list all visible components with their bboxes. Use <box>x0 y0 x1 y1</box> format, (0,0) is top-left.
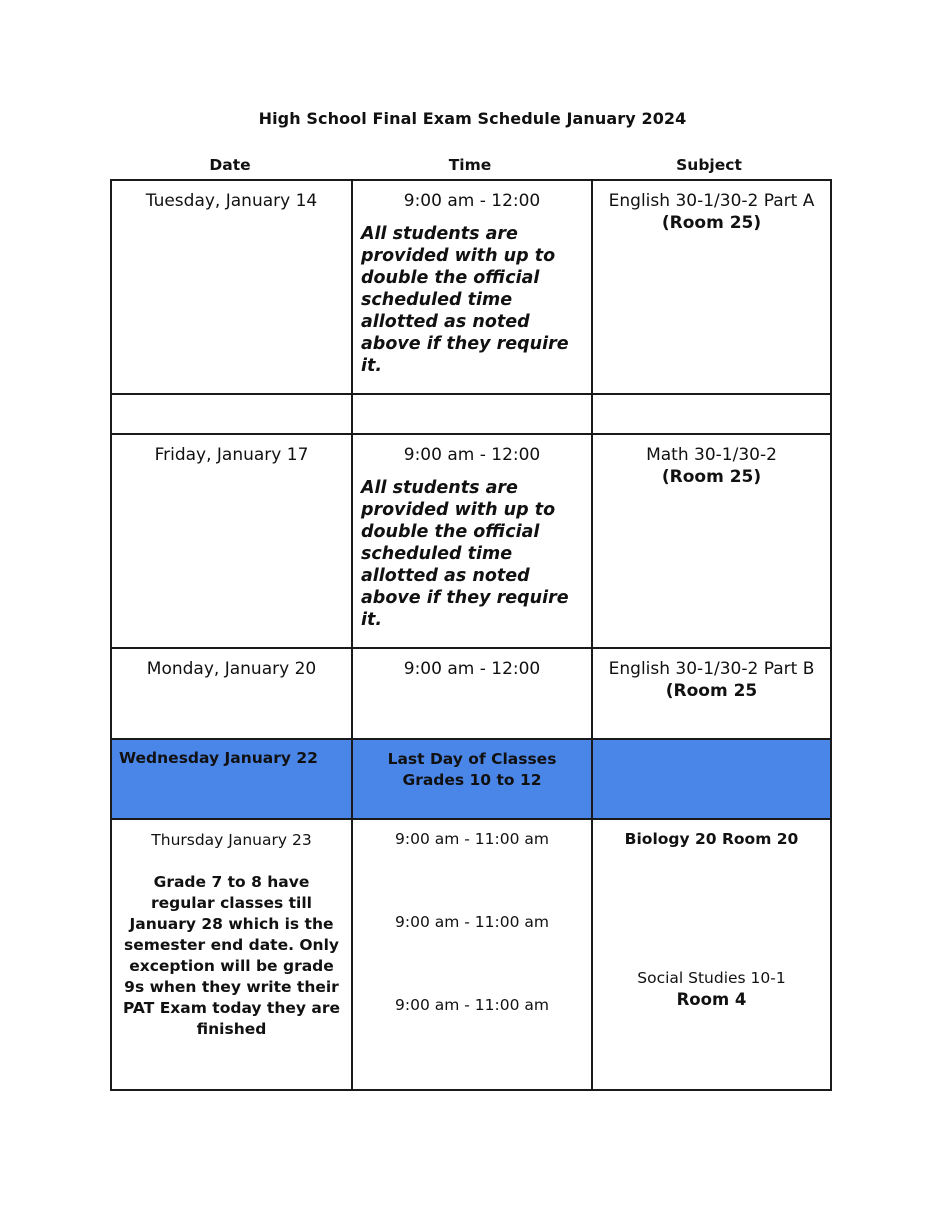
empty-cell <box>592 394 831 434</box>
exam-schedule-table <box>110 179 832 1091</box>
empty-cell <box>352 394 592 434</box>
date-cell <box>111 739 352 819</box>
subject-cell <box>592 739 831 819</box>
date-cell <box>111 180 352 394</box>
time-text: 9:00 am - 11:00 am <box>395 913 549 931</box>
date-text: Thursday January 23 <box>151 831 312 849</box>
column-headers <box>110 156 830 178</box>
subject-cell <box>592 180 831 394</box>
time-text: 9:00 am - 12:00 <box>403 445 541 465</box>
table-row <box>111 648 831 739</box>
time-text: 9:00 am - 11:00 am <box>395 830 549 848</box>
subject-text: Social Studies 10-1 <box>637 969 786 987</box>
room-text: Room 4 <box>676 990 747 1009</box>
date-cell <box>111 648 352 739</box>
date-text: Wednesday January 22 <box>119 749 318 767</box>
last-day-row <box>111 739 831 819</box>
table-row <box>111 434 831 648</box>
time-cell <box>352 648 592 739</box>
date-text: Monday, January 20 <box>146 659 317 679</box>
last-day-label: Last Day of Classes <box>387 750 557 768</box>
header-date: Date <box>209 156 251 174</box>
grade-note: Grade 7 to 8 have regular classes till January 28 which is the semester end date. Only exception will be grade 9s when they write their PAT Exam today they are finished <box>123 873 340 1038</box>
table-row <box>111 819 831 1090</box>
time-cell <box>352 434 592 648</box>
subject-text: Math 30-1/30-2 <box>646 445 777 465</box>
header-time: Time <box>448 156 492 174</box>
room-text: (Room 25 <box>665 681 758 701</box>
subject-cell <box>592 819 831 1090</box>
subject-text: English 30-1/30-2 Part A <box>608 191 815 211</box>
room-text: (Room 25) <box>661 213 762 233</box>
table-row <box>111 180 831 394</box>
time-text: 9:00 am - 12:00 <box>403 659 541 679</box>
date-cell <box>111 434 352 648</box>
date-text: Tuesday, January 14 <box>145 191 318 211</box>
date-text: Friday, January 17 <box>154 445 309 465</box>
time-text: 9:00 am - 11:00 am <box>395 996 549 1014</box>
time-cell <box>352 180 592 394</box>
time-cell <box>352 739 592 819</box>
empty-row <box>111 394 831 434</box>
grades-label: Grades 10 to 12 <box>402 771 542 789</box>
room-text: (Room 25) <box>661 467 762 487</box>
time-cell <box>352 819 592 1090</box>
extended-time-note: All students are provided with up to double the official scheduled time allotted as noted above if they require it. <box>361 224 569 376</box>
subject-cell <box>592 434 831 648</box>
empty-cell <box>111 394 352 434</box>
extended-time-note: All students are provided with up to double the official scheduled time allotted as noted above if they require it. <box>361 478 569 630</box>
time-text: 9:00 am - 12:00 <box>403 191 541 211</box>
subject-text: Biology 20 Room 20 <box>624 830 799 848</box>
subject-text: English 30-1/30-2 Part B <box>608 659 815 679</box>
header-subject: Subject <box>676 156 742 174</box>
date-cell <box>111 819 352 1090</box>
subject-cell <box>592 648 831 739</box>
page-title: High School Final Exam Schedule January 2024 <box>258 109 687 128</box>
